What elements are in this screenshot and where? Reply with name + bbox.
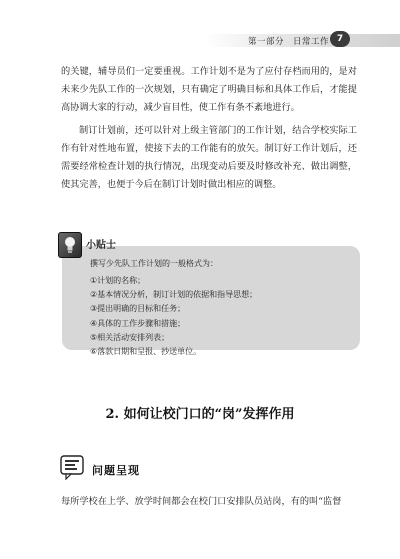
list-item: ④具体的工作步骤和措施； [90, 318, 186, 328]
body-paragraph-2: 制订计划前，还可以针对上级主管部门的工作计划，结合学校实际工作有针对性地布置，使接下去的工作能有的放矢。制订好工作计划后，还需要经常检查计划的执行情况，出现变动后要及时修改补充、做出调整，使其完善，也便于今后在制订计划时做出相应的调整。 [61, 125, 357, 190]
page-header [0, 0, 400, 52]
tips-intro: 撰写少先队工作计划的一般格式为： [90, 259, 218, 268]
tips-list [90, 274, 257, 359]
list-item: ③提出明确的目标和任务； [90, 304, 186, 314]
problem-heading [60, 454, 260, 484]
list-item: ②基本情况分析，制订计划的依据和指导思想； [90, 290, 258, 300]
list-item: ⑤相关活动安排列表； [90, 332, 170, 342]
body-paragraph-1: 的关键，辅导员们一定要重视。工作计划不是为了应付存档而用的，是对未来少先队工作的一次规划，只有确定了明确目标和具体工作后，才能提高协调大家的行动，减少盲目性，使工作有条不紊地进行。 [61, 66, 357, 113]
list-item: ①计划的名称； [90, 276, 146, 285]
chat-icon [60, 454, 86, 480]
header-section-label: 日常工作 [293, 37, 330, 47]
lightbulb-icon [58, 232, 82, 258]
problem-title: 问题呈现 [92, 464, 140, 477]
list-item: ⑥落款日期和呈报、抄送单位。 [90, 347, 202, 357]
page-number-badge: 7 [330, 31, 350, 47]
section-heading: 2. 如何让校门口的“岗”发挥作用 [105, 407, 295, 422]
tips-box [58, 232, 360, 357]
problem-paragraph: 每所学校在上学、放学时间都会在校门口安排队员站岗，有的叫“监督 [61, 496, 342, 507]
header-part-label: 第一部分 [248, 37, 285, 47]
tips-title: 小贴士 [86, 240, 116, 251]
